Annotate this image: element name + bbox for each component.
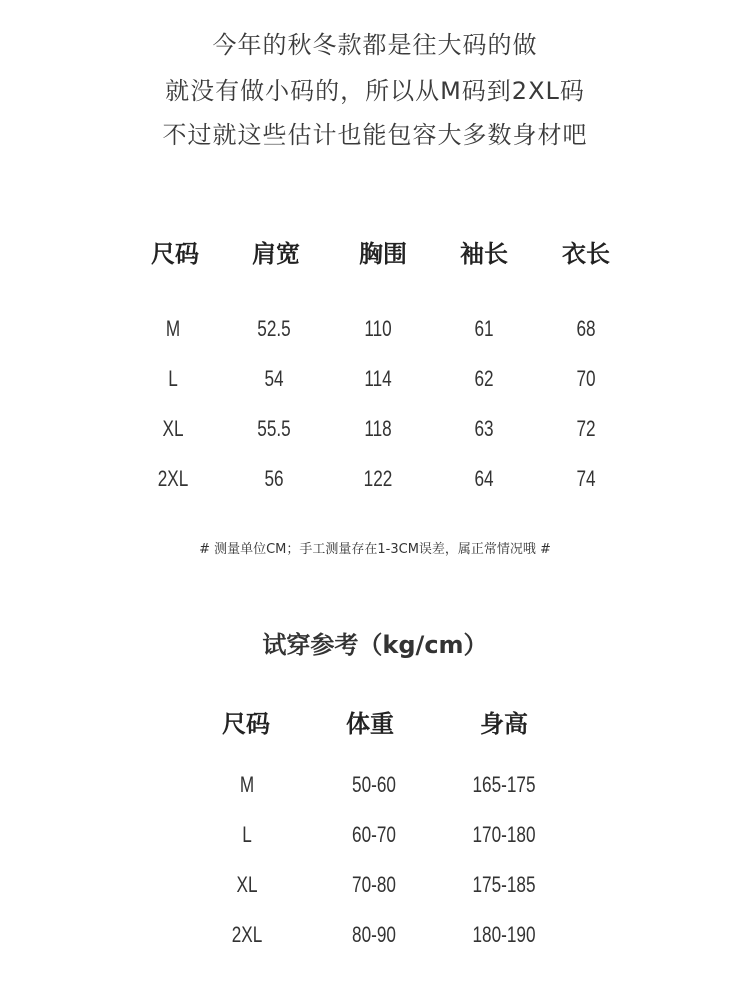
cell-sleeve: 61 — [474, 316, 494, 341]
fit-cell-size: 2XL — [231, 922, 263, 947]
cell-length: 70 — [576, 366, 596, 391]
cell-shoulder: 55.5 — [257, 416, 291, 441]
fit-cell-weight: 70-80 — [352, 872, 396, 897]
fit-cell-weight: 60-70 — [352, 822, 396, 847]
fit-header-weight: 体重 — [346, 710, 394, 738]
fit-cell-height: 180-190 — [472, 922, 536, 947]
cell-shoulder: 56 — [264, 466, 284, 491]
cell-shoulder: 54 — [264, 366, 284, 391]
cell-size: XL — [162, 416, 184, 441]
header-shoulder: 肩宽 — [252, 240, 300, 268]
cell-size: L — [168, 366, 178, 391]
fit-header-height: 身高 — [480, 710, 528, 738]
cell-length: 74 — [576, 466, 596, 491]
cell-size: M — [165, 316, 181, 341]
fit-cell-size: L — [242, 822, 252, 847]
intro-line-2: 就没有做小码的，所以从M码到2XL码 — [165, 77, 585, 105]
intro-line-3: 不过就这些估计也能包容大多数身材吧 — [162, 121, 588, 149]
fit-cell-height: 170-180 — [472, 822, 536, 847]
header-length: 衣长 — [562, 240, 610, 268]
fit-cell-height: 165-175 — [472, 772, 536, 797]
intro-line-1: 今年的秋冬款都是往大码的做 — [212, 31, 538, 59]
cell-size: 2XL — [157, 466, 189, 491]
cell-length: 68 — [576, 316, 596, 341]
fit-header-size: 尺码 — [222, 710, 270, 738]
cell-length: 72 — [576, 416, 596, 441]
fit-cell-size: M — [239, 772, 255, 797]
cell-chest: 110 — [364, 316, 392, 341]
measurement-note: # 测量单位CM；手工测量存在1-3CM误差，属正常情况哦 # — [199, 542, 551, 557]
header-sleeve: 袖长 — [460, 240, 508, 268]
fit-section-title: 试穿参考（kg/cm） — [262, 631, 488, 659]
cell-chest: 122 — [363, 466, 393, 491]
fit-cell-size: XL — [236, 872, 258, 897]
cell-sleeve: 64 — [474, 466, 494, 491]
header-size: 尺码 — [151, 240, 199, 268]
cell-shoulder: 52.5 — [257, 316, 291, 341]
cell-sleeve: 63 — [474, 416, 494, 441]
cell-sleeve: 62 — [474, 366, 494, 391]
fit-cell-weight: 50-60 — [352, 772, 396, 797]
cell-chest: 118 — [364, 416, 392, 441]
cell-chest: 114 — [364, 366, 392, 391]
fit-cell-weight: 80-90 — [352, 922, 396, 947]
fit-cell-height: 175-185 — [472, 872, 536, 897]
header-chest: 胸围 — [359, 240, 407, 268]
